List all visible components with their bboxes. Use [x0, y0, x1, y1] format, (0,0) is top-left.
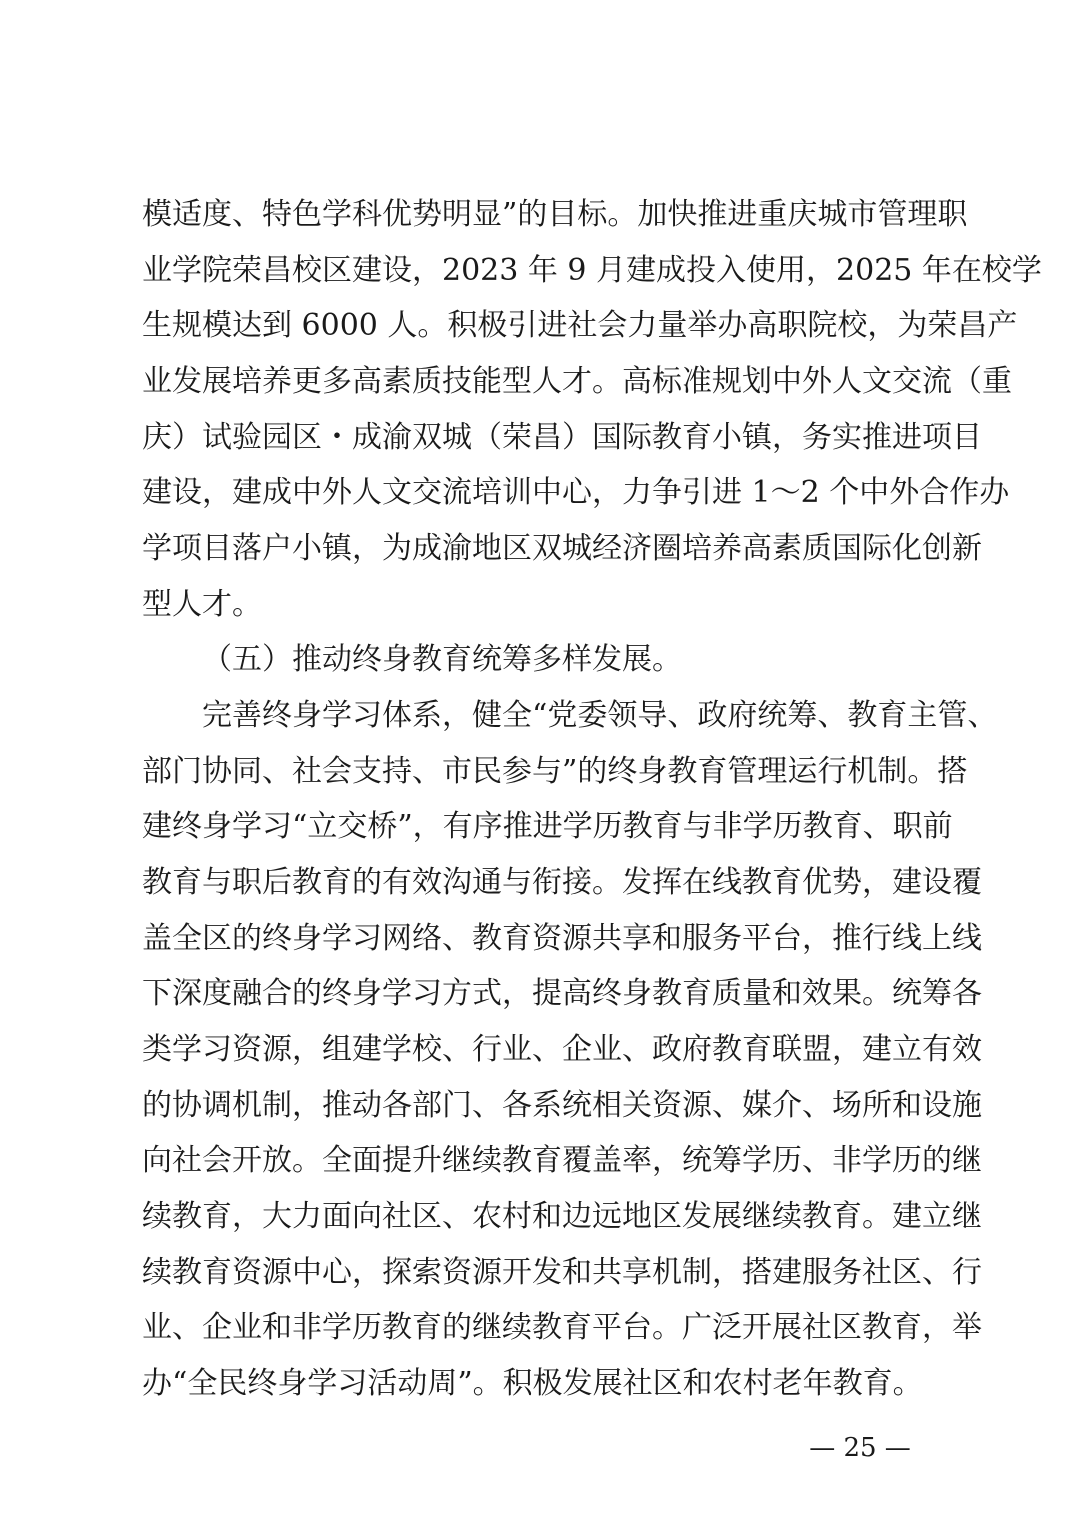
paragraph-line: 学项目落户小镇，为成渝地区双城经济圈培养高素质国际化创新 — [142, 531, 982, 566]
paragraph-line: 业、企业和非学历教育的继续教育平台。广泛开展社区教育，举 — [142, 1310, 982, 1345]
paragraph-line: 建设，建成中外人文交流培训中心，力争引进 1～2 个中外合作办 — [142, 475, 1010, 510]
paragraph-line: 建终身学习“立交桥”，有序推进学历教育与非学历教育、职前 — [142, 809, 953, 844]
paragraph-line: 完善终身学习体系，健全“党委领导、政府统筹、教育主管、 — [202, 698, 998, 733]
paragraph-line: 模适度、特色学科优势明显”的目标。加快推进重庆城市管理职 — [142, 197, 968, 232]
paragraph-line: 庆）试验园区・成渝双城（荣昌）国际教育小镇，务实推进项目 — [142, 420, 982, 455]
paragraph-line: 教育与职后教育的有效沟通与衔接。发挥在线教育优势，建设覆 — [142, 865, 982, 900]
paragraph-line: 下深度融合的终身学习方式，提高终身教育质量和效果。统筹各 — [142, 976, 982, 1011]
paragraph-line: 型人才。 — [142, 587, 262, 622]
paragraph-line: 业发展培养更多高素质技能型人才。高标准规划中外人文交流（重 — [142, 364, 1012, 399]
paragraph-line: 部门协同、社会支持、市民参与”的终身教育管理运行机制。搭 — [142, 754, 968, 789]
paragraph-line: 续教育，大力面向社区、农村和边远地区发展继续教育。建立继 — [142, 1199, 982, 1234]
paragraph-line: 办“全民终身学习活动周”。积极发展社区和农村老年教育。 — [142, 1366, 923, 1401]
section-heading: （五）推动终身教育统筹多样发展。 — [202, 642, 682, 677]
paragraph-line: 类学习资源，组建学校、行业、企业、政府教育联盟，建立有效 — [142, 1032, 982, 1067]
paragraph-line: 盖全区的终身学习网络、教育资源共享和服务平台，推行线上线 — [142, 921, 982, 956]
paragraph-line: 生规模达到 6000 人。积极引进社会力量举办高职院校，为荣昌产 — [142, 308, 1018, 343]
page-number: — 25 — — [809, 1433, 911, 1463]
paragraph-line: 业学院荣昌校区建设，2023 年 9 月建成投入使用，2025 年在校学 — [142, 253, 1042, 288]
paragraph-line: 向社会开放。全面提升继续教育覆盖率，统筹学历、非学历的继 — [142, 1143, 982, 1178]
paragraph-line: 续教育资源中心，探索资源开发和共享机制，搭建服务社区、行 — [142, 1255, 982, 1290]
paragraph-line: 的协调机制，推动各部门、各系统相关资源、媒介、场所和设施 — [142, 1088, 982, 1123]
